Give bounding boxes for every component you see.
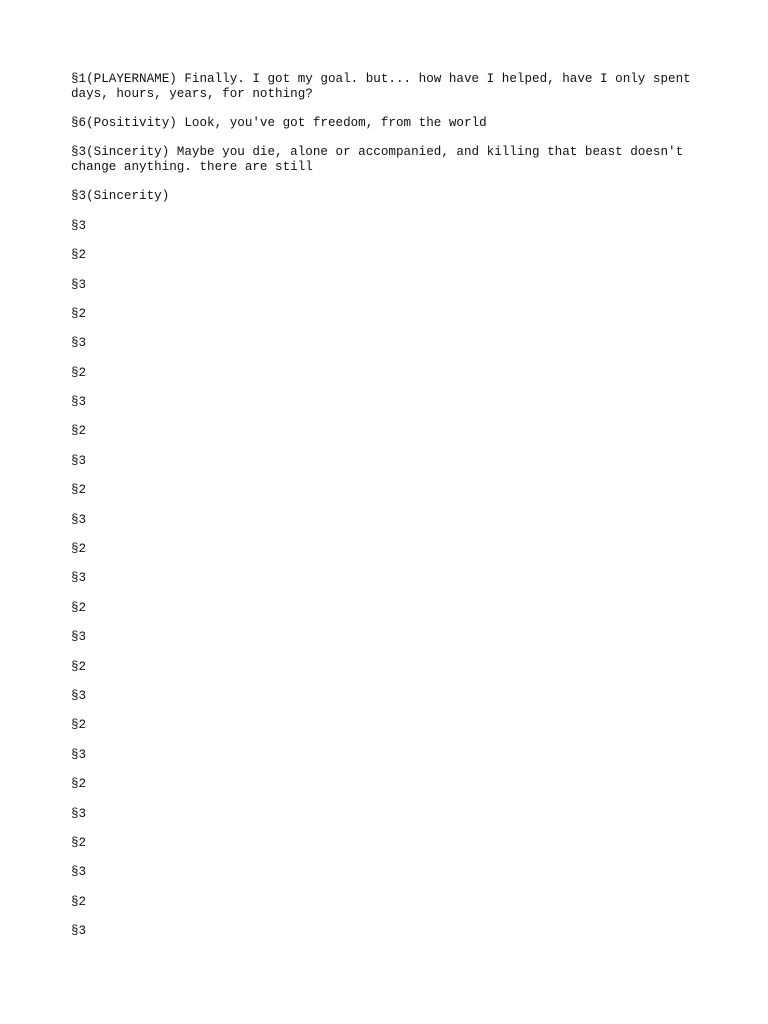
dialogue-line: §3 [71, 806, 87, 821]
dialogue-line: §2 [71, 424, 87, 439]
dialogue-line: §2 [71, 306, 87, 321]
dialogue-line: §2 [71, 835, 87, 850]
dialogue-line: §3 [71, 630, 87, 645]
dialogue-line: §3 [71, 277, 87, 292]
dialogue-line: §2 [71, 718, 87, 733]
dialogue-line: §3 [71, 218, 87, 233]
dialogue-line: §2 [71, 248, 87, 263]
dialogue-line: §3(Sincerity) [71, 189, 170, 204]
dialogue-line: §6(Positivity) Look, you've got freedom, from the world [71, 115, 487, 130]
dialogue-line: §3 [71, 336, 87, 351]
dialogue-line: §2 [71, 365, 87, 380]
dialogue-line: §2 [71, 894, 87, 909]
dialogue-line: §2 [71, 600, 87, 615]
dialogue-line: §3 [71, 395, 87, 410]
document-body [71, 72, 701, 954]
dialogue-line: §3 [71, 865, 87, 880]
dialogue-line: §3 [71, 571, 87, 586]
dialogue-line: §3(Sincerity) Maybe you die, alone or accompanied, and killing that beast doesn't change anything. there are still [71, 145, 684, 174]
dialogue-line: §3 [71, 924, 87, 939]
dialogue-line: §3 [71, 689, 87, 703]
dialogue-line: §3 [71, 747, 87, 762]
dialogue-line: §3 [71, 512, 87, 527]
dialogue-line: §1(PLAYERNAME) Finally. I got my goal. but... how have I helped, have I only spent days, hours, years, for nothing? [71, 72, 691, 101]
dialogue-line: §2 [71, 659, 87, 674]
dialogue-line: §2 [71, 777, 87, 792]
dialogue-line: §2 [71, 483, 87, 498]
dialogue-line: §3 [71, 453, 87, 468]
dialogue-line: §2 [71, 542, 87, 557]
